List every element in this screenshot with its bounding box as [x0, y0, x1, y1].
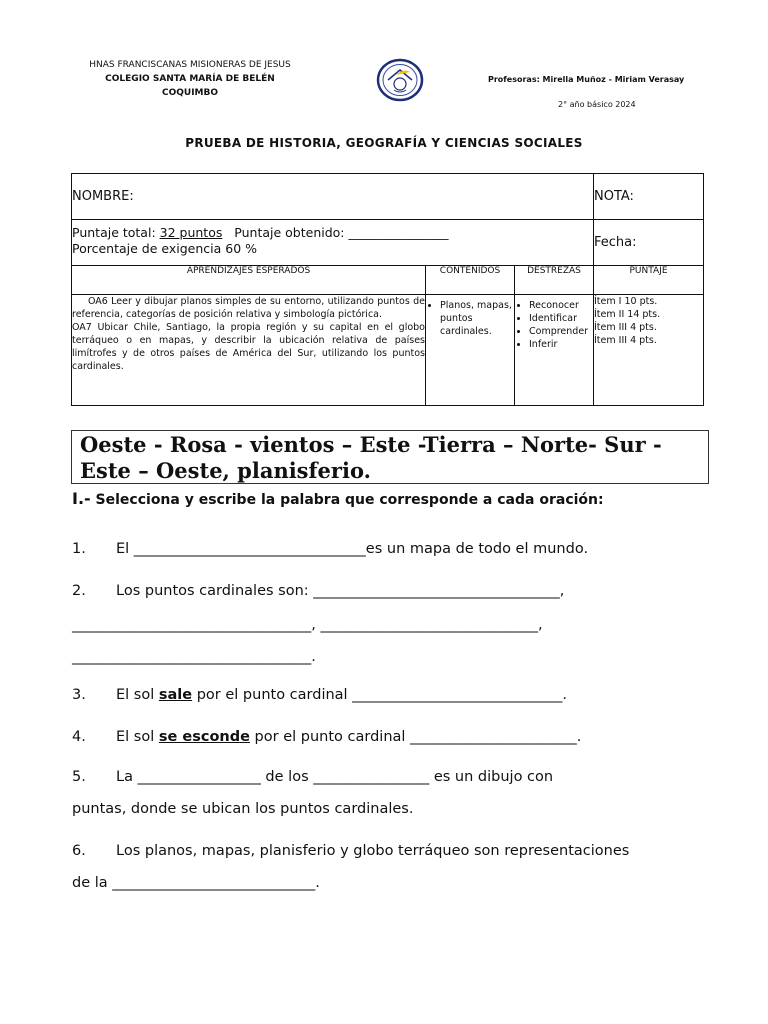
puntaje-item: Ítem III 4 pts. [594, 335, 657, 346]
word-bank: Oeste - Rosa - vientos – Este -Tierra – Norte- Sur - Este – Oeste, planisferio. [71, 430, 709, 484]
question-text: El sol [116, 729, 159, 745]
total-score-value: 32 puntos [159, 225, 223, 240]
destreza-item: • Inferir [529, 338, 593, 351]
question-text-end: por el punto cardinal _____________________________. [192, 687, 568, 703]
date-label: Fecha: [594, 235, 637, 250]
question-5-line-2: puntas, donde se ubican los puntos cardinales. [72, 801, 414, 817]
question-number: 5. [72, 769, 86, 785]
destreza-item: • Identificar [529, 312, 593, 325]
question-number: 1. [72, 541, 86, 557]
school-city: COQUIMBO [161, 88, 219, 98]
destreza-item: • Reconocer [529, 299, 593, 312]
destreza-item: • Comprender [529, 325, 593, 338]
question-6 [72, 843, 629, 859]
nota-label: NOTA: [594, 189, 634, 204]
emphasis-word: se esconde [158, 729, 250, 745]
teachers-line: Profesoras: Mirella Muñoz - Miriam Verasay [488, 75, 685, 84]
school-header [0, 58, 380, 100]
question-text: Los planos, mapas, planisferio y globo terráqueo son representaciones [116, 843, 630, 859]
question-number: 3. [72, 687, 86, 703]
question-text: La _________________ de los ________________ es un dibujo con [116, 769, 554, 785]
emphasis-word: sale [158, 687, 193, 703]
oa6-text: OA6 Leer y dibujar planos simples de su entorno, utilizando puntos de referencia, categorías de posición relativa y simbología pictórica. [72, 296, 425, 320]
date-cell [594, 220, 704, 266]
col-contenidos: CONTENIDOS [426, 266, 515, 295]
question-text: El sol [116, 687, 159, 703]
col-aprendizajes: APRENDIZAJES ESPERADOS [72, 266, 426, 295]
destrezas-cell [515, 295, 594, 406]
obtained-score: Puntaje obtenido: ________________ [234, 225, 449, 240]
school-name: COLEGIO SANTA MARÍA DE BELÉN [105, 74, 275, 84]
question-2-line-2: _________________________________, ______________________________, [72, 617, 543, 633]
col-puntaje: PUNTAJE [594, 266, 704, 295]
puntaje-item: Ítem I 10 pts. [594, 296, 658, 307]
puntaje-cell [594, 295, 704, 406]
name-label: NOMBRE: [72, 189, 134, 204]
name-cell [72, 174, 594, 220]
score-cell [72, 220, 594, 266]
question-text: Los puntos cardinales son: __________________________________, [116, 583, 565, 599]
question-number: 2. [72, 583, 86, 599]
test-title: PRUEBA DE HISTORIA, GEOGRAFÍA Y CIENCIAS SOCIALES [185, 136, 583, 150]
contenidos-cell [426, 295, 515, 406]
col-destrezas: DESTREZAS [515, 266, 594, 295]
contenido-item: • Planos, mapas, puntos cardinales. [440, 299, 514, 338]
question-text: El ________________________________es un mapa de todo el mundo. [116, 541, 589, 557]
question-6-line-2: de la ____________________________. [72, 875, 320, 891]
question-5 [72, 769, 553, 785]
question-number: 4. [72, 729, 86, 745]
aprendizajes-cell [72, 295, 426, 406]
oa7-text: OA7 Ubicar Chile, Santiago, la propia región y su capital en el globo terráqueo o en mapas, y describir la ubicación relativa de países limítrofes y de otros países de América del Sur, utilizando los puntos cardinales. [72, 322, 425, 372]
info-table [71, 173, 704, 406]
grade-cell [594, 174, 704, 220]
question-2-line-3: _________________________________. [72, 649, 316, 665]
puntaje-item: Ítem III 4 pts. [594, 322, 657, 333]
school-congregation: HNAS FRANCISCANAS MISIONERAS DE JESUS [89, 60, 291, 70]
question-4 [72, 729, 581, 745]
question-1 [72, 541, 588, 557]
instruction-number: I.- [72, 489, 91, 508]
instruction-text: Selecciona y escribe la palabra que corresponde a cada oración: [95, 492, 604, 508]
question-2 [72, 583, 564, 599]
school-logo-icon [376, 58, 424, 102]
grade-line: 2° año básico 2024 [558, 100, 636, 109]
total-score-label: Puntaje total: [72, 225, 156, 240]
puntaje-item: Ítem II 14 pts. [594, 309, 661, 320]
question-text-end: por el punto cardinal _______________________. [249, 729, 582, 745]
instruction [72, 489, 604, 508]
exigency: Porcentaje de exigencia 60 % [72, 241, 258, 256]
question-number: 6. [72, 843, 86, 859]
question-3 [72, 687, 567, 703]
